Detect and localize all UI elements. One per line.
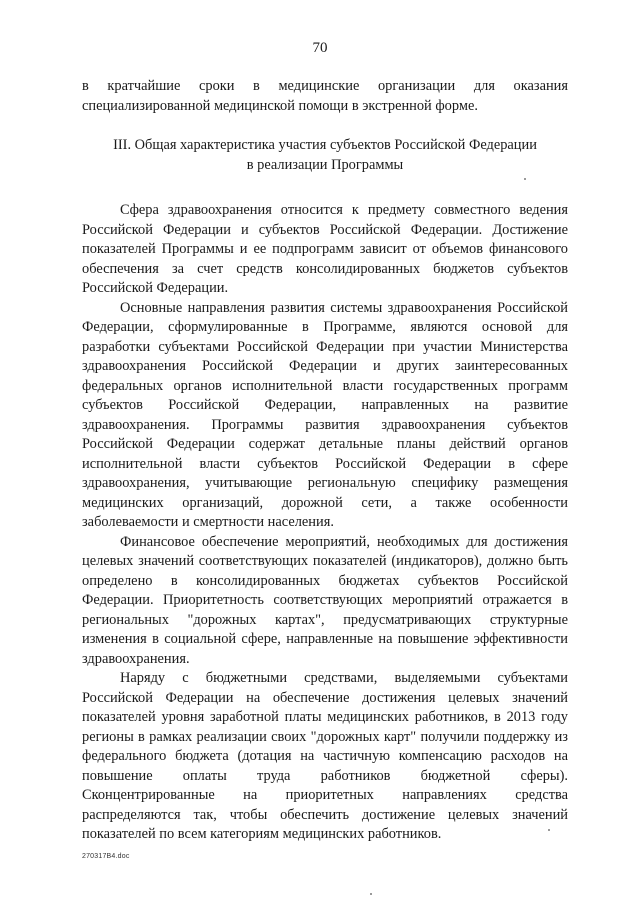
section-heading-line-2: в реализации Программы: [246, 156, 404, 173]
section-heading-line-1: III. Общая характеристика участия субъектов Российской Федерации: [113, 137, 537, 153]
footer-file-code: 270317В4.doc: [82, 853, 130, 860]
intro-paragraph: в кратчайшие сроки в медицинские организации для оказания специализированной медицинской помощи в экстренной форме.: [82, 78, 568, 114]
body-paragraph: Финансовое обеспечение мероприятий, необходимых для достижения целевых значений соответствующих показателей (индикаторов), должно быть определено в консолидированных бюджетах субъектов Российской Федерации. Приоритетность соответствующих мероприятий отражается в региональных "дорожных картах", предусматривающих структурные изменения в социальной сфере, направленные на повышение эффективности здравоохранения.: [82, 533, 568, 667]
body-paragraph: Наряду с бюджетными средствами, выделяемыми субъектами Российской Федерации на обеспечение достижения целевых значений показателей уровня заработной платы медицинских работников, в 2013 году регионы в рамках реализации своих "дорожных карт" получили поддержку из федерального бюджета (дотация на частичную компенсацию расходов на повышение оплаты труда работников бюджетной сферы). Сконцентрированные на приоритетных направлениях средства распределяются так, чтобы обеспечить достижение целевых значений показателей по всем категориям медицинских работников.: [82, 670, 568, 842]
section-heading: [82, 136, 568, 175]
body-paragraph: Сфера здравоохранения относится к предмету совместного ведения Российской Федерации и субъектов Российской Федерации. Достижение показателей Программы и ее подпрограмм зависит от объемов финансового обеспечения за счет средств консолидированных бюджетов субъектов Российской Федерации.: [82, 202, 568, 296]
page-body: [82, 77, 568, 845]
page-number: 70: [312, 40, 328, 56]
scan-speck: [370, 893, 372, 895]
scan-speck: [548, 829, 550, 831]
body-paragraph: Основные направления развития системы здравоохранения Российской Федерации, сформулированные в Программе, являются основой для разработки субъектами Российской Федерации при участии Министерства здравоохранения Российской Федерации и других заинтересованных федеральных органов исполнительной власти государственных программ субъектов Российской Федерации, направленных на развитие здравоохранения. Программы развития здравоохранения субъектов Российской Федерации содержат детальные планы действий органов исполнительной власти субъектов Российской Федерации в сфере здравоохранения, учитывающие региональную специфику размещения медицинских организаций, дорожной сети, а также особенности заболеваемости и смертности населения.: [82, 299, 568, 530]
scan-speck: [524, 178, 526, 180]
